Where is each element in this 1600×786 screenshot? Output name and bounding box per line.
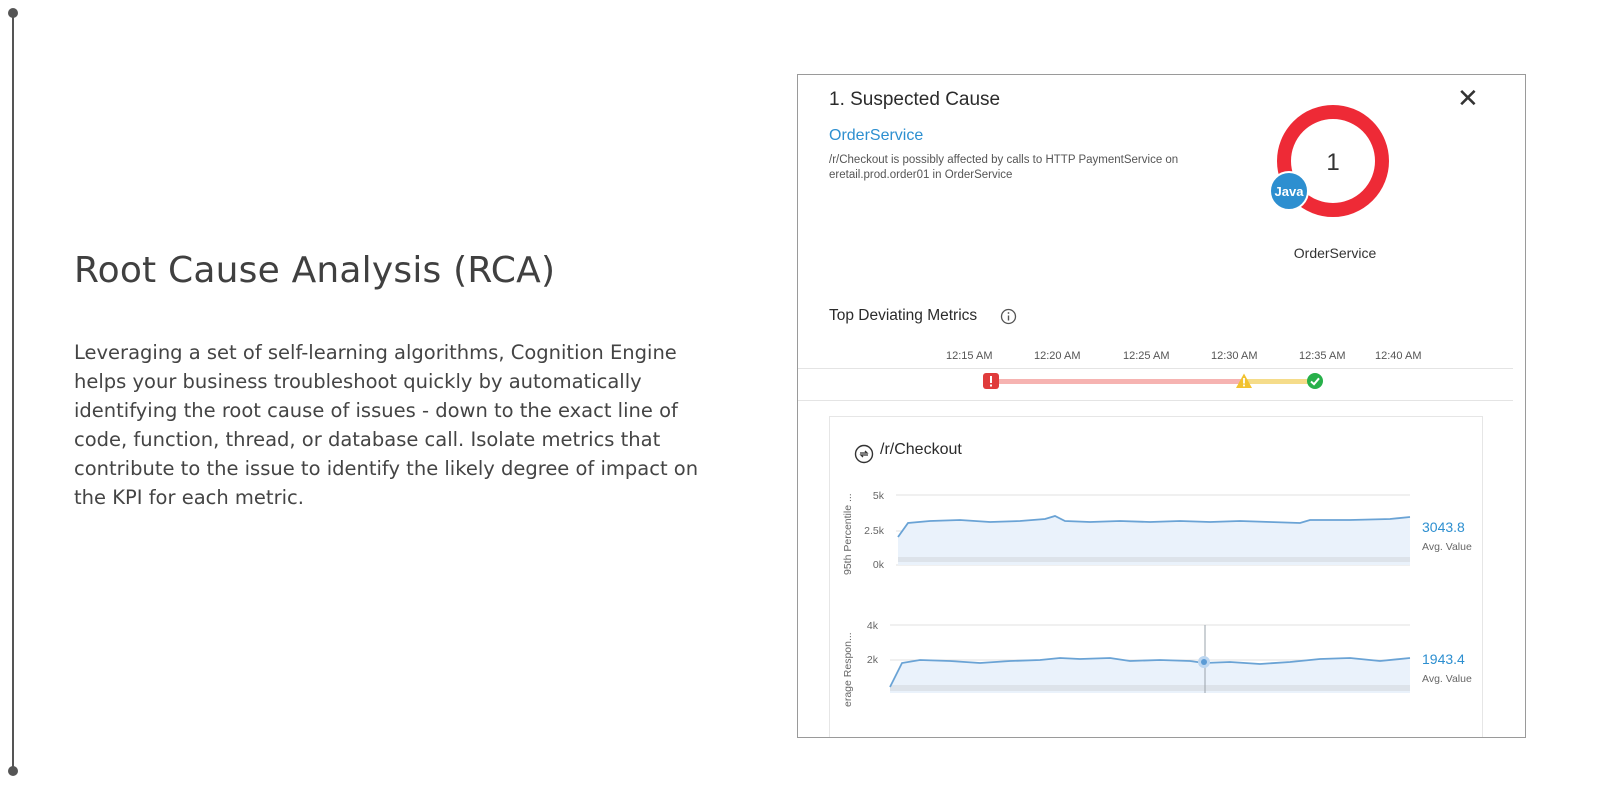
donut-count: 1 xyxy=(1326,149,1340,176)
service-donut[interactable] xyxy=(1268,105,1398,235)
transaction-icon xyxy=(854,444,874,464)
hover-point[interactable] xyxy=(1201,659,1207,665)
suspected-cause-panel xyxy=(797,74,1526,738)
info-icon[interactable] xyxy=(1000,308,1017,325)
check-icon[interactable] xyxy=(1306,372,1324,390)
chart1-value-label: Avg. Value xyxy=(1422,541,1472,553)
chart2-band xyxy=(890,685,1410,691)
chart1-ytick: 2.5k xyxy=(864,525,884,537)
metric-card xyxy=(829,416,1483,738)
timeline-tick: 12:25 AM xyxy=(1123,350,1170,362)
chart1-ylabel: 95th Percentile ... xyxy=(842,493,854,575)
rail-dot-bottom xyxy=(8,766,18,776)
chart2-value: 1943.4 xyxy=(1422,651,1465,667)
chart2-ytick: 4k xyxy=(866,620,878,632)
timeline-tick: 12:40 AM xyxy=(1375,350,1422,362)
timeline-tick: 12:35 AM xyxy=(1299,350,1346,362)
timeline-tick: 12:15 AM xyxy=(946,350,993,362)
error-icon[interactable] xyxy=(982,372,1000,390)
service-link[interactable]: OrderService xyxy=(829,127,924,144)
chart1-band xyxy=(898,557,1410,562)
panel-title: 1. Suspected Cause xyxy=(829,89,1001,110)
slide-rail xyxy=(12,12,14,774)
chart1-ytick: 5k xyxy=(872,490,884,502)
slide-body: Leveraging a set of self-learning algorithms, Cognition Engine helps your business troubleshoot quickly by automatically identifying the root cause of issues - down to the exact line of code, function, thread, or database call. Isolate metrics that contribute to the issue to identify the likely degree of impact on the KPI for each metric. xyxy=(74,341,699,509)
deviation-timeline xyxy=(798,350,1525,400)
chart1-value: 3043.8 xyxy=(1422,519,1465,535)
cause-description: /r/Checkout is possibly affected by calls to HTTP PaymentService on eretail.prod.order01 in OrderService xyxy=(829,154,1179,181)
chart1-ytick: 0k xyxy=(872,559,884,571)
timeline-tick: 12:20 AM xyxy=(1034,350,1081,362)
close-icon[interactable]: ✕ xyxy=(1457,83,1479,113)
slide-title: Root Cause Analysis (RCA) xyxy=(74,250,556,291)
chart2-ylabel: erage Respon... xyxy=(842,632,854,707)
metrics-title: Top Deviating Metrics xyxy=(829,307,978,324)
rail-dot-top xyxy=(8,8,18,18)
java-badge-label: Java xyxy=(1274,184,1304,199)
chart2-ytick: 2k xyxy=(866,654,878,666)
error-segment xyxy=(990,379,1244,384)
warning-icon[interactable] xyxy=(1235,372,1253,390)
timeline-tick: 12:30 AM xyxy=(1211,350,1258,362)
chart1[interactable] xyxy=(830,477,1482,587)
donut-label: OrderService xyxy=(1293,245,1377,261)
chart2[interactable] xyxy=(830,609,1482,738)
timeline-divider xyxy=(798,368,1513,369)
card-title: /r/Checkout xyxy=(880,441,962,458)
timeline-divider xyxy=(798,400,1513,401)
chart2-value-label: Avg. Value xyxy=(1422,673,1472,685)
